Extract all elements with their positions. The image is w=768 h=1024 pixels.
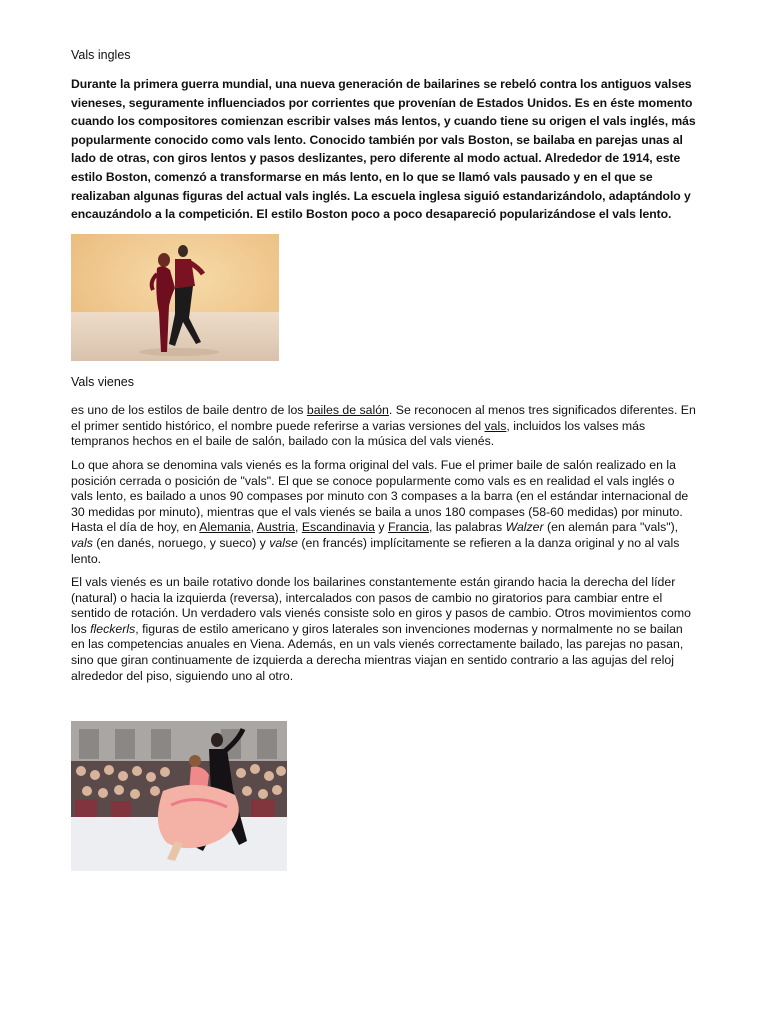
- link-bailes-de-salon[interactable]: bailes de salón: [306, 403, 389, 417]
- ballroom-couple-photo: [71, 234, 279, 361]
- competition-dancers-photo: [71, 721, 287, 871]
- text-run: Lo que ahora se denomina vals vienés es la forma original del vals. Fue el primer baile de salón realizado en la posición cerrada o posición de "vals". El que se conoce popularmente como vals es en realidad el vals inglés o vals lento, es bailado a unos 90 compases por minuto con 3 compases a la barra (en el estándar internacional de 30 medidas por minuto), mientras que el vals vienés se baila a unos 180 compases (58-60 medidas) por minuto. Hasta el día de hoy, en: [71, 458, 689, 535]
- paragraph-vals-ingles: Durante la primera guerra mundial, una nueva generación de bailarines se rebeló contra los antiguos valses vieneses, seguramente influenciados por corrientes que provenían de Estados Unidos. Es en éste momento cuando los compositores comienzan escribir valses más lentos, y cuando tiene su origen el vals inglés, más popularmente conocido como vals lento. Conocido también por vals Boston, se bailaba en parejas unas al lado de otras, con giros lentos y pasos deslizantes, pero diferente al modo actual. Alrededor de 1914, este estilo Boston, comenzó a transformarse en más lento, en lo que se llamó vals pausado y en el que se realizaban algunas figuras del actual vals inglés. La escuela inglesa siguió estandarizándolo, adaptándolo y encauzándolo a la competición. El estilo Boston poco a poco desapareció popularizándose el vals lento.: [71, 77, 696, 222]
- text-run: . Se reconocen al menos tres significados diferentes. En el primer sentido histórico, el nombre puede referirse a varias versiones del: [71, 403, 696, 433]
- italic-term-walzer: Walzer: [505, 520, 544, 535]
- paragraph-vals-vienes-rotation: [71, 575, 696, 684]
- text-run: es uno de los estilos de baile dentro de los: [71, 403, 307, 417]
- text-run: ,: [250, 520, 257, 535]
- italic-term-vals: vals: [71, 535, 93, 550]
- link-escandinavia[interactable]: Escandinavia: [301, 520, 375, 535]
- text-run: (en alemán para "vals"),: [543, 520, 679, 535]
- italic-term-fleckerls: fleckerls: [90, 621, 136, 636]
- italic-term-valse: valse: [269, 535, 298, 550]
- heading-vals-vienes: Vals vienes: [71, 375, 134, 389]
- text-run: (en danés, noruego, y sueco) y: [92, 535, 270, 550]
- link-francia[interactable]: Francia: [387, 520, 429, 535]
- link-vals[interactable]: vals: [484, 418, 507, 433]
- text-run: ,: [295, 520, 302, 535]
- text-run: , figuras de estilo americano y giros laterales son invenciones modernas y normalmente no se bailan en las competencias anuales en Viena. Además, en un vals vienés correctamente bailado, las parejas no pasan, sino que giran continuamente de izquierda a derecha mientras viajan en sentido contrario a las agujas del reloj alrededor del piso, siguiendo uno al otro.: [71, 621, 684, 683]
- text-run: y: [375, 520, 388, 535]
- text-run: (en francés) implícitamente se refieren a la danza original y no al vals lento.: [71, 535, 680, 566]
- paragraph-vals-vienes-origin: [71, 458, 696, 567]
- heading-vals-ingles: Vals ingles: [71, 48, 131, 62]
- paragraph-vals-vienes-intro: [71, 403, 696, 450]
- link-austria[interactable]: Austria: [256, 520, 295, 535]
- text-run: , las palabras: [429, 520, 506, 535]
- link-alemania[interactable]: Alemania: [199, 520, 251, 535]
- text-run: , incluidos los valses más tempranos hechos en el baile de salón, bailado con la música del vals vienés.: [71, 418, 646, 449]
- text-run: El vals vienés es un baile rotativo donde los bailarines constantemente están girando hacia la derecha del líder (natural) o hacia la izquierda (reversa), intercalados con pasos de cambio no giratorios para cambiar entre el sentido de rotación. Un verdadero vals vienés consiste solo en giros y pasos de cambio. Otros movimientos como los: [71, 575, 691, 636]
